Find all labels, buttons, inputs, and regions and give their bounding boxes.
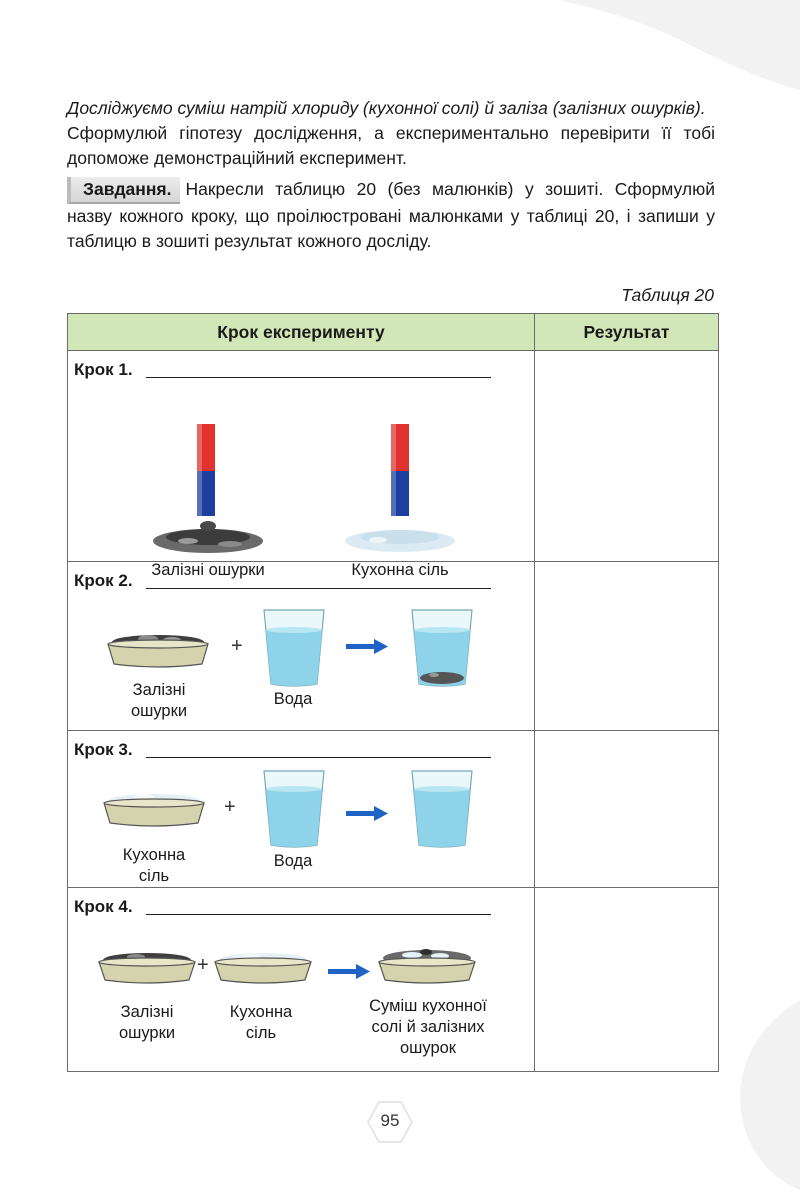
step-cell	[68, 731, 535, 888]
plus-sign: +	[224, 796, 236, 818]
task-text: Накресли таблицю 20 (без малюнків) у зошиті. Сформулюй назву кожного кроку, що проілюстровані малюнками у таблиці 20, і запиши у таблицю в зошиті результат кожного досліду.	[67, 179, 715, 251]
result-cell	[535, 562, 719, 731]
result-cell	[535, 888, 719, 1072]
label-salt: Кухонна сіль	[351, 561, 449, 579]
step1-illustration	[68, 351, 532, 561]
salt-pile	[345, 530, 455, 552]
magnet-left	[197, 424, 215, 516]
label-salt: Кухонна сіль	[122, 846, 186, 885]
arrow-right	[328, 964, 370, 979]
step-cell	[68, 351, 535, 579]
header-result: Результат	[535, 314, 719, 351]
step-title: Крок 3.	[74, 740, 133, 759]
page-number	[367, 1101, 413, 1143]
step-title: Крок 4.	[74, 897, 133, 916]
step-title: Крок 2.	[74, 571, 133, 590]
label-mixture: Суміш кухонної солі й залізних ошурок	[369, 997, 487, 1057]
label-salt: Кухонна сіль	[229, 1003, 293, 1042]
dish-mixture	[379, 949, 475, 983]
table-row	[68, 351, 719, 562]
step-title: Крок 1.	[74, 360, 133, 379]
glass-salt-solution	[412, 771, 472, 847]
step-cell	[68, 562, 535, 731]
label-iron-filings: Залізні ошурки	[118, 1003, 176, 1042]
table-row	[68, 562, 719, 731]
result-cell	[535, 351, 719, 562]
plus-sign: +	[231, 635, 243, 657]
glass-water	[264, 771, 324, 847]
table-row	[68, 731, 719, 888]
glass-water	[264, 610, 324, 686]
dish-iron-filings	[108, 635, 208, 667]
magnet-right	[391, 424, 409, 516]
page-number-text: 95	[380, 1111, 400, 1130]
experiment-table	[67, 313, 719, 1072]
label-water: Вода	[273, 690, 313, 708]
arrow-right	[346, 639, 388, 654]
table-caption: Таблиця 20	[621, 285, 714, 305]
intro-line-1: Досліджуємо суміш натрій хлориду (кухонної солі) й заліза (залізних ошурків).	[67, 98, 706, 118]
arrow-right	[346, 806, 388, 821]
corner-blob-top	[560, 0, 800, 90]
result-cell	[535, 731, 719, 888]
corner-blob-right	[730, 1000, 800, 1190]
iron-filings-pile	[153, 521, 263, 553]
label-iron-filings: Залізні ошурки	[130, 681, 188, 720]
dish-salt	[215, 953, 311, 983]
task-badge: Завдання.	[67, 177, 180, 204]
intro-text	[67, 96, 715, 254]
glass-water-filings	[412, 610, 472, 686]
plus-sign: +	[197, 954, 209, 976]
header-step: Крок експерименту	[68, 314, 535, 351]
dish-salt	[104, 794, 204, 826]
table-row	[68, 888, 719, 1072]
label-iron-filings: Залізні ошурки	[151, 561, 265, 579]
task-paragraph	[67, 177, 715, 254]
step-cell	[68, 888, 535, 1072]
intro-line-2: Сформулюй гіпотезу дослідження, а експериментально перевірити її тобі допоможе демонстраційний експеримент.	[67, 123, 715, 168]
dish-iron-filings	[99, 953, 195, 983]
label-water: Вода	[273, 852, 313, 870]
